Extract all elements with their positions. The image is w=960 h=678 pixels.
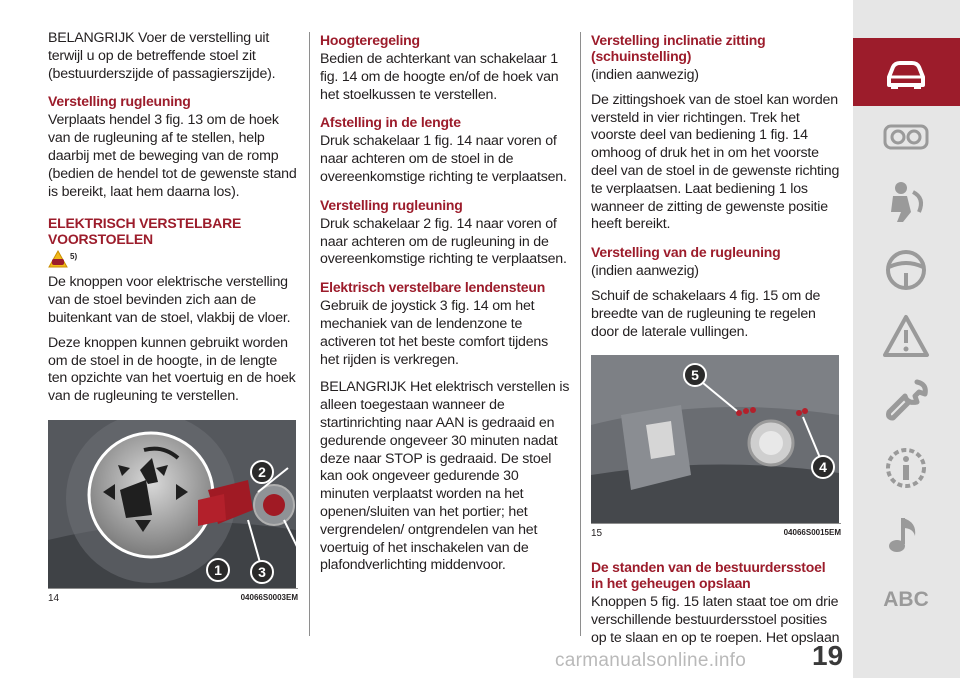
figure-15-number: 15 [591,528,603,540]
warning-reference [48,250,298,268]
warning-triangle-icon[interactable] [881,312,931,362]
paragraph-rugleuning: Verplaats hendel 3 fig. 13 om de hoek van de rugleuning af te stellen, help daarbij met de beweging van de romp (bedien de hendel tot de gewenste stand is bereikt, laat hem daarna los). [48,112,297,200]
callout-2: 2 [250,460,274,484]
callout-1: 1 [206,558,230,582]
paragraph-rug: Druk schakelaar 2 fig. 14 naar voren of naar achteren om de rugleuning in de overeenkomstige richting te verplaatsen. [320,215,567,268]
music-note-icon[interactable] [881,510,931,560]
wrench-icon[interactable] [881,376,931,426]
paragraph-lengte: Druk schakelaar 1 fig. 14 naar voren of naar achteren om de stoel in de overeenkomstige richting te verplaatsen. [320,133,567,185]
callout-4: 4 [811,455,835,479]
column-divider-2 [580,32,581,636]
figure-14-caption [48,588,298,604]
column-3 [591,30,841,655]
paragraph-indien-2: (indien aanwezig) [591,263,699,280]
paragraph-geheugen: Knoppen 5 fig. 15 laten staat toe om drie verschillende bestuurdersstoel posities op te slaan en op te roepen. Het opslaan [591,594,840,646]
callout-3: 3 [250,560,274,584]
figure-14-image [48,420,296,588]
column-1 [48,30,298,604]
abc-index-icon[interactable]: ABC [883,588,929,611]
heading-rug: Verstelling rugleuning [320,196,463,213]
heading-inclinatie: Verstelling inclinatie zitting (schuinstelling) [591,32,766,64]
info-icon[interactable] [881,443,931,493]
intro-note: BELANGRIJK Voer de verstelling uit terwijl u op de betreffende stoel zit (bestuurderszijde of passagierszijde). [48,30,276,82]
heading-rugleuning: Verstelling rugleuning [48,93,191,110]
column-2 [320,30,570,582]
figure-15-caption [591,523,841,539]
warning-ref-number: 5) [70,252,78,262]
paragraph-indien-1: (indien aanwezig) [591,67,699,83]
figure-15-image [591,355,839,523]
page-number: 19 [812,640,844,671]
paragraph-breedte: Schuif de schakelaars 4 fig. 15 om de breedte van de rugleuning te regelen door de laterale vullingen. [591,287,821,340]
steering-wheel-icon[interactable] [881,245,931,295]
figure-14-code: 04066S0003EM [240,592,298,602]
paragraph-knoppen-2: Deze knoppen kunnen gebruikt worden om de stoel in de hoogte, in de lengte ten opzichte van het voertuig en de hoek van de rugleuning te verstellen. [48,334,296,405]
figure-15-code: 04066S0015EM [783,528,841,538]
warning-hand-icon [48,250,68,268]
heading-breedte: Verstelling van de rugleuning [591,244,781,261]
seat-safety-icon[interactable] [881,178,931,228]
heading-lenden: Elektrisch verstelbare lendensteun [320,279,546,296]
figure-14-number: 14 [48,592,60,604]
paragraph-knoppen-1: De knoppen voor elektrische verstelling van de stoel bevinden zich aan de buitenkant van de stoel, vlakbij de vloer. [48,274,291,326]
heading-hoogte: Hoogteregeling [320,32,420,48]
heading-geheugen: De standen van de bestuurdersstoel in het geheugen opslaan [591,559,826,592]
watermark-text: carmanualsonline.info [555,650,747,671]
car-icon[interactable] [881,47,931,97]
paragraph-inclinatie: De zittingshoek van de stoel kan worden versteld in vier richtingen. Trek het voorste deel van bediening 1 fig. 14 omhoog of druk het in om het voorste deel van de stoel in de gewenste richting te verplaatsen. Laat bediening 1 los wanneer de zitting de gewenste positie heeft bereikt. [591,91,840,233]
paragraph-hoogte: Bedien de achterkant van schakelaar 1 fig. 14 om de hoogte en/of de hoek van het stoelkussen te verstellen. [320,51,559,103]
callout-5: 5 [683,363,707,387]
paragraph-lenden: Gebruik de joystick 3 fig. 14 om het mechaniek van de lendenzone te activeren tot het beste comfort tijdens het rijden is verkregen. [320,298,548,368]
paragraph-belangrijk: BELANGRIJK Het elektrisch verstellen is alleen toegestaan wanneer de startinrichting naar AAN is gedraaid en gedurende ongeveer 30 minuten nadat deze naar STOP is gedraaid. De stoel kan ook ongeveer gedurende 30 minuten verplaatst worden na het openen/sluiten van het portier; het vergrendelen/ ontgrendelen van het voertuig of het inschakelen van de plafondverlichting middenvoor. [320,379,570,574]
heading-lengte: Afstelling in de lengte [320,114,461,131]
column-divider-1 [309,32,310,636]
seat-memory-illustration [591,355,839,523]
heading-elektrisch: ELEKTRISCH VERSTELBARE VOORSTOELEN [48,215,242,248]
dashboard-icon[interactable] [881,112,931,162]
